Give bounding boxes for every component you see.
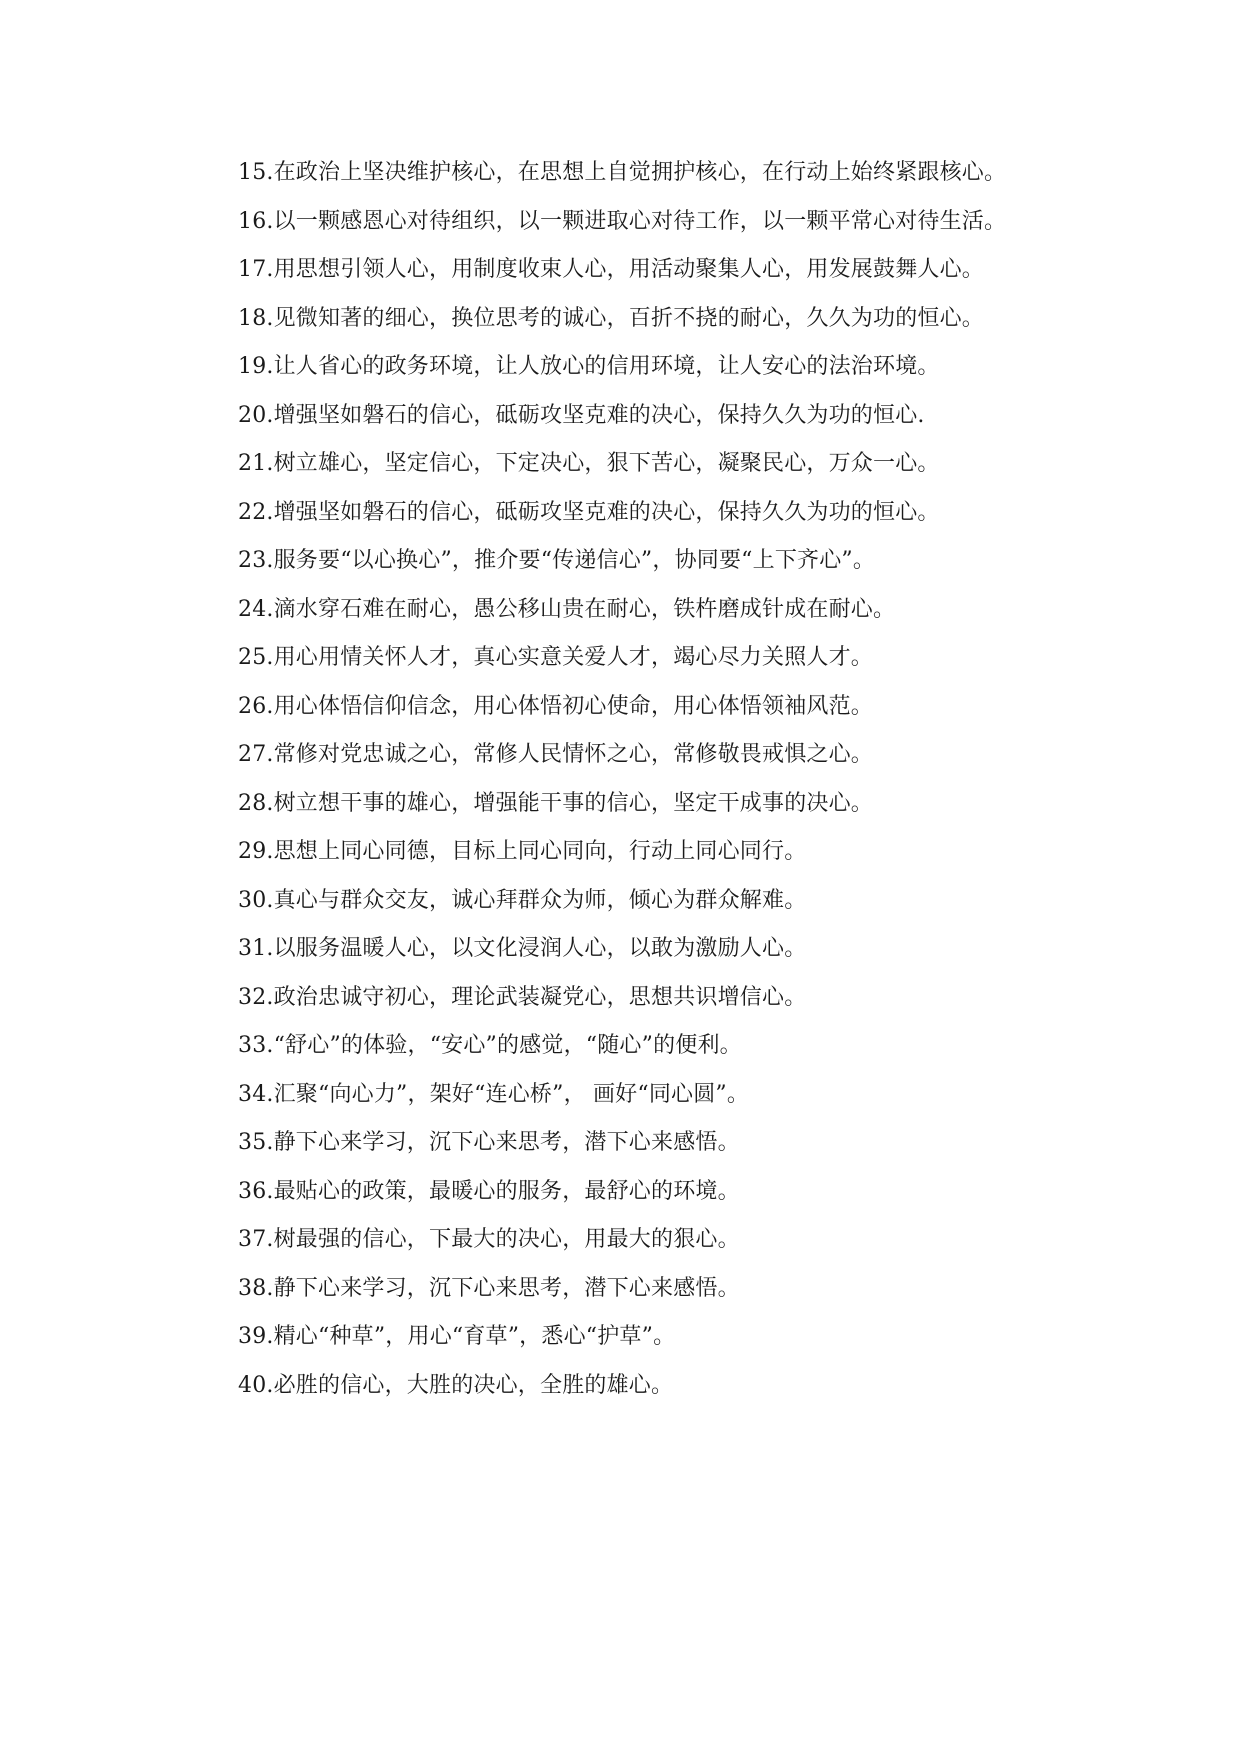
item-text: 用思想引领人心，用制度收束人心，用活动聚集人心，用发展鼓舞人心。: [273, 257, 984, 282]
item-number: 22.: [238, 499, 274, 525]
list-item: [188, 1223, 1068, 1257]
list-item: [188, 350, 1068, 384]
item-text: 见微知著的细心，换位思考的诚心，百折不挠的耐心，久久为功的恒心。: [273, 305, 984, 331]
list-item: [188, 1369, 1068, 1403]
list-item: [188, 1029, 1068, 1063]
list-item: [188, 690, 1068, 724]
item-number: 23.: [238, 548, 274, 573]
item-text: 以服务温暖人心，以文化浸润人心，以敢为激励人心。: [273, 936, 807, 961]
item-text: 常修对党忠诚之心，常修人民情怀之心，常修敬畏戒惧之心。: [273, 742, 873, 767]
document-body: [188, 156, 1068, 1417]
list-item: [188, 1175, 1068, 1209]
item-text: 树最强的信心，下最大的决心，用最大的狠心。: [273, 1227, 740, 1252]
item-number: 17.: [238, 257, 274, 282]
item-number: 16.: [238, 208, 274, 234]
item-number: 34.: [238, 1081, 274, 1107]
list-item: [188, 156, 1068, 190]
item-number: 28.: [238, 790, 274, 816]
item-number: 37.: [238, 1227, 274, 1252]
item-number: 30.: [238, 887, 274, 913]
item-number: 24.: [238, 596, 274, 622]
item-number: 39.: [238, 1324, 274, 1349]
item-number: 21.: [238, 451, 274, 476]
list-item: [188, 1272, 1068, 1306]
item-text: 让人省心的政务环境，让人放心的信用环境，让人安心的法治环境。: [273, 354, 940, 379]
list-item: [188, 496, 1068, 530]
list-item: [188, 593, 1068, 627]
item-number: 15.: [238, 160, 274, 185]
list-item: [188, 738, 1068, 772]
item-text: 以一颗感恩心对待组织，以一颗进取心对待工作，以一颗平常心对待生活。: [273, 208, 1007, 234]
item-number: 27.: [238, 742, 274, 767]
item-text: 服务要“以心换心”，推介要“传递信心”，协同要“上下齐心”。: [273, 548, 876, 573]
item-text: 用心体悟信仰信念，用心体悟初心使命，用心体悟领袖风范。: [273, 693, 873, 719]
item-text: 真心与群众交友，诚心拜群众为师，倾心为群众解难。: [273, 887, 807, 913]
item-text: 最贴心的政策，最暖心的服务，最舒心的环境。: [273, 1178, 740, 1204]
list-item: [188, 932, 1068, 966]
item-text: 用心用情关怀人才，真心实意关爱人才，竭心尽力关照人才。: [273, 645, 873, 670]
item-number: 19.: [238, 354, 274, 379]
item-text: 增强坚如磐石的信心，砥砺攻坚克难的决心，保持久久为功的恒心.: [273, 402, 925, 428]
item-number: 35.: [238, 1130, 274, 1155]
list-item: [188, 447, 1068, 481]
item-text: 树立雄心，坚定信心，下定决心，狠下苦心，凝聚民心，万众一心。: [273, 451, 940, 476]
list-item: [188, 884, 1068, 918]
list-item: [188, 835, 1068, 869]
list-item: [188, 1078, 1068, 1112]
item-number: 36.: [238, 1178, 274, 1204]
item-number: 26.: [238, 693, 274, 719]
item-text: 静下心来学习，沉下心来思考，潜下心来感悟。: [273, 1275, 740, 1301]
item-text: 滴水穿石难在耐心，愚公移山贵在耐心，铁杵磨成针成在耐心。: [273, 596, 896, 622]
item-number: 40.: [238, 1372, 274, 1398]
item-text: 思想上同心同德，目标上同心同向，行动上同心同行。: [273, 839, 807, 864]
list-item: [188, 544, 1068, 578]
list-item: [188, 787, 1068, 821]
list-item: [188, 1320, 1068, 1354]
list-item: [188, 1126, 1068, 1160]
item-number: 20.: [238, 402, 274, 428]
list-item: [188, 205, 1068, 239]
item-number: 32.: [238, 984, 274, 1010]
item-text: 增强坚如磐石的信心，砥砺攻坚克难的决心，保持久久为功的恒心。: [273, 499, 940, 525]
item-text: “舒心”的体验，“安心”的感觉，“随心”的便利。: [273, 1033, 742, 1058]
item-number: 38.: [238, 1275, 274, 1301]
item-number: 31.: [238, 936, 274, 961]
list-item: [188, 641, 1068, 675]
item-number: 33.: [238, 1033, 274, 1058]
list-item: [188, 981, 1068, 1015]
list-item: [188, 399, 1068, 433]
list-item: [188, 302, 1068, 336]
item-text: 汇聚“向心力”，架好“连心桥”， 画好“同心圆”。: [273, 1081, 750, 1107]
item-text: 在政治上坚决维护核心，在思想上自觉拥护核心，在行动上始终紧跟核心。: [273, 160, 1007, 185]
list-item: [188, 253, 1068, 287]
item-number: 25.: [238, 645, 274, 670]
item-text: 政治忠诚守初心，理论武装凝党心，思想共识增信心。: [273, 984, 807, 1010]
item-text: 精心“种草”，用心“育草”，悉心“护草”。: [273, 1324, 676, 1349]
item-text: 必胜的信心，大胜的决心，全胜的雄心。: [273, 1372, 674, 1398]
item-number: 29.: [238, 839, 274, 864]
item-text: 静下心来学习，沉下心来思考，潜下心来感悟。: [273, 1130, 740, 1155]
item-text: 树立想干事的雄心，增强能干事的信心，坚定干成事的决心。: [273, 790, 873, 816]
item-number: 18.: [238, 305, 274, 331]
